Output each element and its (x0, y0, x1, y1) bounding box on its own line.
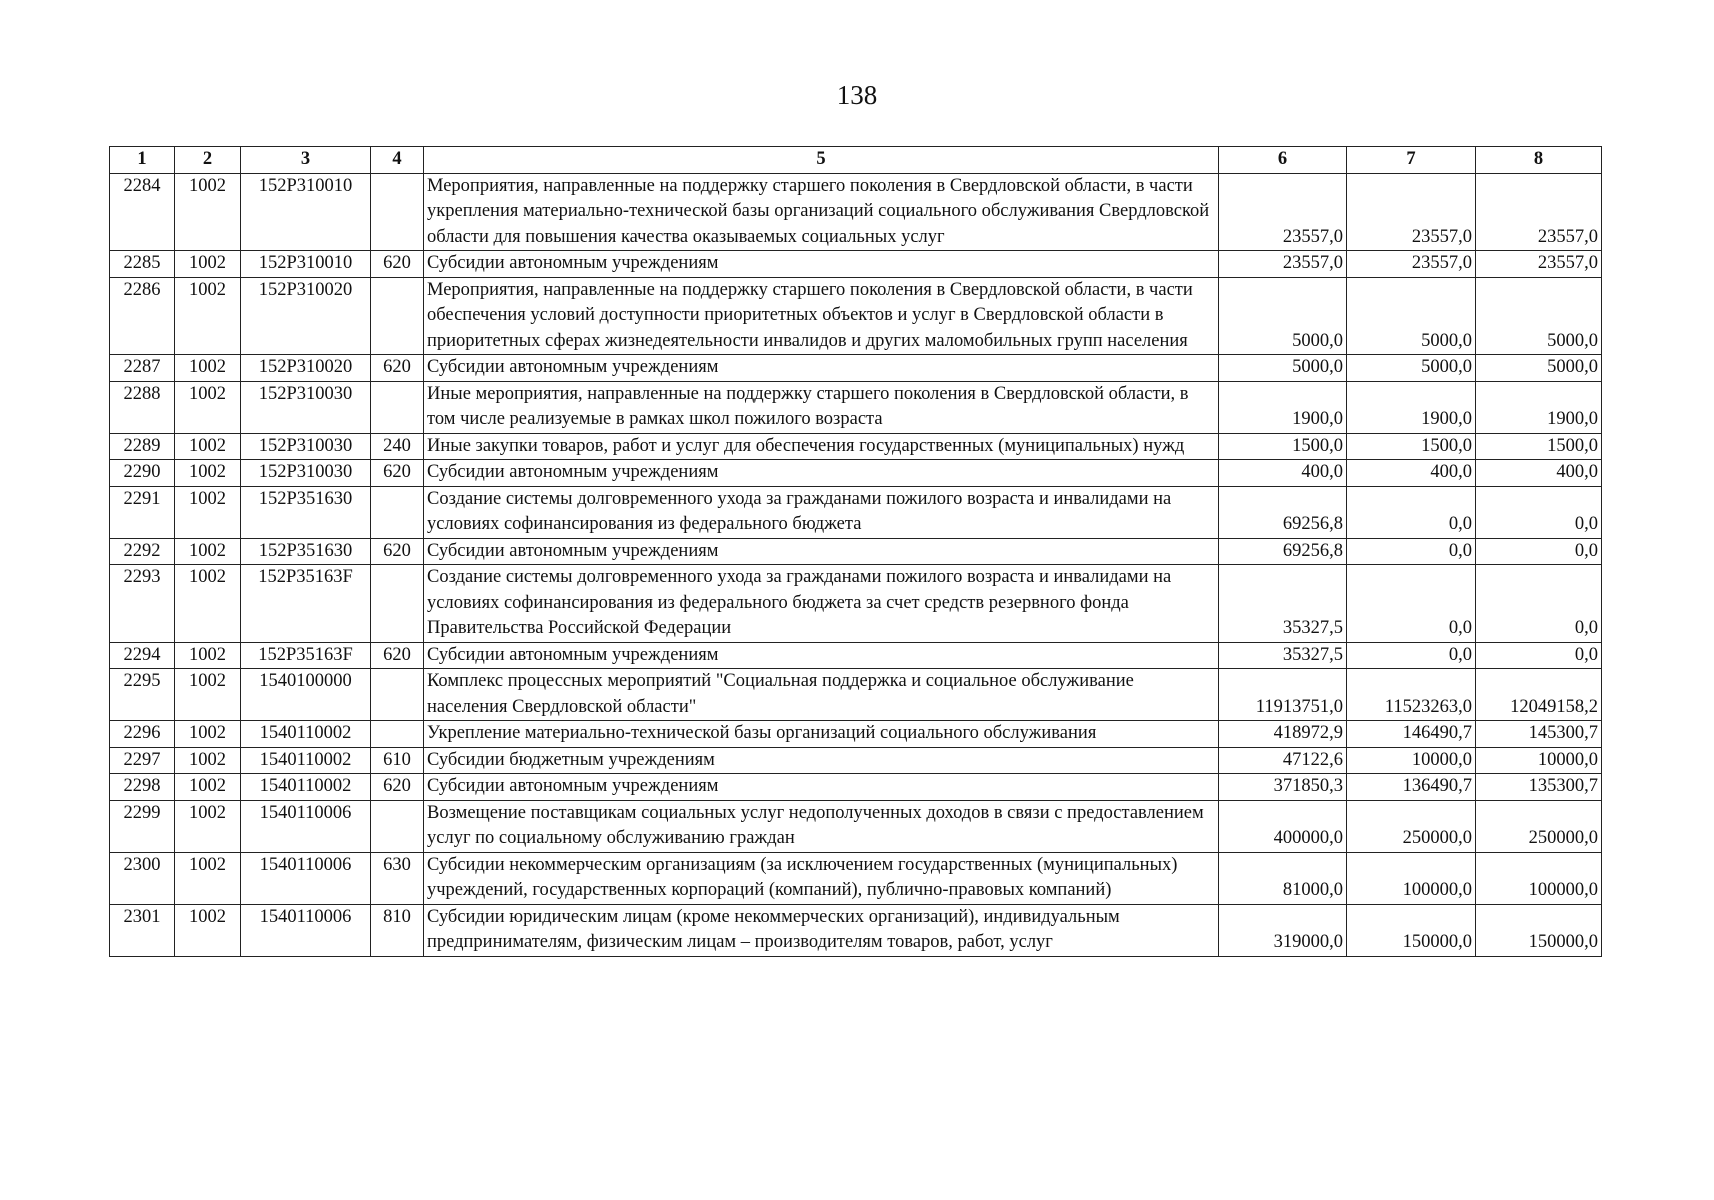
row-number: 2297 (110, 747, 175, 774)
row-number: 2293 (110, 565, 175, 643)
row-number: 2295 (110, 669, 175, 721)
target-code: 152P310030 (241, 433, 371, 460)
column-header-7: 7 (1347, 147, 1476, 174)
amount-col-8: 0,0 (1476, 486, 1602, 538)
row-description: Укрепление материально-технической базы организаций социального обслуживания (424, 721, 1219, 748)
row-description: Возмещение поставщикам социальных услуг недополученных доходов в связи с предоставлением услуг по социальному обслуживанию граждан (424, 800, 1219, 852)
row-description: Субсидии бюджетным учреждениям (424, 747, 1219, 774)
section-code: 1002 (175, 852, 241, 904)
row-description: Субсидии автономным учреждениям (424, 538, 1219, 565)
target-code: 1540110006 (241, 852, 371, 904)
expense-type (371, 486, 424, 538)
section-code: 1002 (175, 774, 241, 801)
amount-col-6: 23557,0 (1219, 251, 1347, 278)
target-code: 152P310030 (241, 460, 371, 487)
table-row (110, 381, 1602, 433)
section-code: 1002 (175, 747, 241, 774)
amount-col-8: 0,0 (1476, 642, 1602, 669)
row-description: Субсидии юридическим лицам (кроме некоммерческих организаций), индивидуальным предпринимателям, физическим лицам – производителям товаров, работ, услуг (424, 904, 1219, 956)
section-code: 1002 (175, 642, 241, 669)
row-description: Иные мероприятия, направленные на поддержку старшего поколения в Свердловской области, в том числе реализуемые в рамках школ пожилого возраста (424, 381, 1219, 433)
expense-type: 810 (371, 904, 424, 956)
row-number: 2286 (110, 277, 175, 355)
amount-col-7: 146490,7 (1347, 721, 1476, 748)
amount-col-7: 136490,7 (1347, 774, 1476, 801)
expense-type: 620 (371, 538, 424, 565)
expense-type: 620 (371, 642, 424, 669)
column-header-6: 6 (1219, 147, 1347, 174)
amount-col-6: 69256,8 (1219, 486, 1347, 538)
amount-col-8: 1500,0 (1476, 433, 1602, 460)
table-row (110, 433, 1602, 460)
section-code: 1002 (175, 565, 241, 643)
amount-col-7: 23557,0 (1347, 251, 1476, 278)
column-header-5: 5 (424, 147, 1219, 174)
expense-type (371, 721, 424, 748)
amount-col-8: 23557,0 (1476, 173, 1602, 251)
target-code: 152P35163F (241, 642, 371, 669)
row-number: 2301 (110, 904, 175, 956)
target-code: 152P351630 (241, 486, 371, 538)
expense-type: 620 (371, 251, 424, 278)
amount-col-8: 1900,0 (1476, 381, 1602, 433)
amount-col-8: 0,0 (1476, 538, 1602, 565)
section-code: 1002 (175, 904, 241, 956)
amount-col-8: 12049158,2 (1476, 669, 1602, 721)
target-code: 1540110002 (241, 721, 371, 748)
target-code: 152P310020 (241, 355, 371, 382)
row-description: Создание системы долговременного ухода за гражданами пожилого возраста и инвалидами на условиях софинансирования из федерального бюджета (424, 486, 1219, 538)
amount-col-8: 250000,0 (1476, 800, 1602, 852)
section-code: 1002 (175, 173, 241, 251)
row-number: 2299 (110, 800, 175, 852)
amount-col-8: 10000,0 (1476, 747, 1602, 774)
row-description: Субсидии некоммерческим организациям (за исключением государственных (муниципальных) учреждений, государственных корпораций (компаний), публично-правовых компаний) (424, 852, 1219, 904)
amount-col-6: 5000,0 (1219, 277, 1347, 355)
amount-col-7: 250000,0 (1347, 800, 1476, 852)
target-code: 152P351630 (241, 538, 371, 565)
column-header-4: 4 (371, 147, 424, 174)
amount-col-6: 23557,0 (1219, 173, 1347, 251)
row-description: Субсидии автономным учреждениям (424, 774, 1219, 801)
page-number: 138 (836, 80, 878, 110)
row-number: 2290 (110, 460, 175, 487)
table-row (110, 251, 1602, 278)
table-row (110, 486, 1602, 538)
row-number: 2298 (110, 774, 175, 801)
row-description: Субсидии автономным учреждениям (424, 355, 1219, 382)
target-code: 1540100000 (241, 669, 371, 721)
target-code: 152P310020 (241, 277, 371, 355)
column-header-8: 8 (1476, 147, 1602, 174)
row-number: 2284 (110, 173, 175, 251)
column-header-2: 2 (175, 147, 241, 174)
amount-col-6: 371850,3 (1219, 774, 1347, 801)
row-description: Создание системы долговременного ухода за гражданами пожилого возраста и инвалидами на условиях софинансирования из федерального бюджета за счет средств резервного фонда Правительства Российской Федерации (424, 565, 1219, 643)
expense-type: 610 (371, 747, 424, 774)
expense-type (371, 800, 424, 852)
row-description: Субсидии автономным учреждениям (424, 642, 1219, 669)
amount-col-8: 23557,0 (1476, 251, 1602, 278)
budget-table (109, 146, 1602, 957)
target-code: 152P35163F (241, 565, 371, 643)
table-row (110, 800, 1602, 852)
target-code: 1540110002 (241, 747, 371, 774)
amount-col-6: 69256,8 (1219, 538, 1347, 565)
target-code: 1540110006 (241, 904, 371, 956)
table-row (110, 852, 1602, 904)
header-row (110, 147, 1602, 174)
section-code: 1002 (175, 277, 241, 355)
amount-col-8: 5000,0 (1476, 355, 1602, 382)
amount-col-8: 5000,0 (1476, 277, 1602, 355)
section-code: 1002 (175, 721, 241, 748)
amount-col-7: 5000,0 (1347, 277, 1476, 355)
amount-col-6: 5000,0 (1219, 355, 1347, 382)
table-row (110, 173, 1602, 251)
amount-col-7: 10000,0 (1347, 747, 1476, 774)
table-row (110, 747, 1602, 774)
row-number: 2300 (110, 852, 175, 904)
amount-col-7: 150000,0 (1347, 904, 1476, 956)
amount-col-7: 1500,0 (1347, 433, 1476, 460)
section-code: 1002 (175, 251, 241, 278)
amount-col-6: 319000,0 (1219, 904, 1347, 956)
table-row (110, 642, 1602, 669)
amount-col-7: 1900,0 (1347, 381, 1476, 433)
row-number: 2294 (110, 642, 175, 669)
expense-type (371, 669, 424, 721)
row-description: Мероприятия, направленные на поддержку старшего поколения в Свердловской области, в части укрепления материально-технической базы организаций социального обслуживания Свердловской области для повышения качества оказываемых социальных услуг (424, 173, 1219, 251)
amount-col-7: 100000,0 (1347, 852, 1476, 904)
amount-col-7: 5000,0 (1347, 355, 1476, 382)
section-code: 1002 (175, 538, 241, 565)
column-header-1: 1 (110, 147, 175, 174)
amount-col-8: 400,0 (1476, 460, 1602, 487)
amount-col-6: 35327,5 (1219, 642, 1347, 669)
amount-col-6: 1900,0 (1219, 381, 1347, 433)
section-code: 1002 (175, 460, 241, 487)
row-number: 2287 (110, 355, 175, 382)
amount-col-6: 11913751,0 (1219, 669, 1347, 721)
row-description: Субсидии автономным учреждениям (424, 251, 1219, 278)
table-row (110, 721, 1602, 748)
row-number: 2292 (110, 538, 175, 565)
table-row (110, 565, 1602, 643)
expense-type (371, 381, 424, 433)
amount-col-6: 47122,6 (1219, 747, 1347, 774)
expense-type: 620 (371, 355, 424, 382)
expense-type: 240 (371, 433, 424, 460)
amount-col-7: 23557,0 (1347, 173, 1476, 251)
section-code: 1002 (175, 381, 241, 433)
amount-col-7: 0,0 (1347, 486, 1476, 538)
table-body (110, 173, 1602, 956)
row-description: Субсидии автономным учреждениям (424, 460, 1219, 487)
table-row (110, 904, 1602, 956)
amount-col-7: 400,0 (1347, 460, 1476, 487)
target-code: 152P310030 (241, 381, 371, 433)
amount-col-6: 400,0 (1219, 460, 1347, 487)
amount-col-8: 150000,0 (1476, 904, 1602, 956)
row-number: 2289 (110, 433, 175, 460)
amount-col-7: 0,0 (1347, 538, 1476, 565)
amount-col-7: 11523263,0 (1347, 669, 1476, 721)
row-description: Иные закупки товаров, работ и услуг для обеспечения государственных (муниципальных) нужд (424, 433, 1219, 460)
amount-col-8: 0,0 (1476, 565, 1602, 643)
table-row (110, 669, 1602, 721)
target-code: 1540110006 (241, 800, 371, 852)
amount-col-7: 0,0 (1347, 565, 1476, 643)
table-row (110, 460, 1602, 487)
row-description: Комплекс процессных мероприятий "Социальная поддержка и социальное обслуживание населения Свердловской области" (424, 669, 1219, 721)
expense-type: 620 (371, 460, 424, 487)
target-code: 152P310010 (241, 251, 371, 278)
table-row (110, 538, 1602, 565)
row-description: Мероприятия, направленные на поддержку старшего поколения в Свердловской области, в части обеспечения условий доступности приоритетных объектов и услуг в Свердловской области в приоритетных сферах жизнедеятельности инвалидов и других маломобильных групп населения (424, 277, 1219, 355)
expense-type (371, 277, 424, 355)
target-code: 152P310010 (241, 173, 371, 251)
expense-type: 630 (371, 852, 424, 904)
amount-col-8: 135300,7 (1476, 774, 1602, 801)
target-code: 1540110002 (241, 774, 371, 801)
amount-col-6: 81000,0 (1219, 852, 1347, 904)
row-number: 2291 (110, 486, 175, 538)
row-number: 2285 (110, 251, 175, 278)
table-row (110, 277, 1602, 355)
section-code: 1002 (175, 486, 241, 538)
expense-type: 620 (371, 774, 424, 801)
column-header-3: 3 (241, 147, 371, 174)
expense-type (371, 173, 424, 251)
amount-col-6: 418972,9 (1219, 721, 1347, 748)
section-code: 1002 (175, 669, 241, 721)
amount-col-7: 0,0 (1347, 642, 1476, 669)
amount-col-8: 145300,7 (1476, 721, 1602, 748)
section-code: 1002 (175, 355, 241, 382)
amount-col-6: 35327,5 (1219, 565, 1347, 643)
table-row (110, 355, 1602, 382)
row-number: 2296 (110, 721, 175, 748)
amount-col-6: 400000,0 (1219, 800, 1347, 852)
table-row (110, 774, 1602, 801)
section-code: 1002 (175, 800, 241, 852)
row-number: 2288 (110, 381, 175, 433)
section-code: 1002 (175, 433, 241, 460)
amount-col-6: 1500,0 (1219, 433, 1347, 460)
amount-col-8: 100000,0 (1476, 852, 1602, 904)
expense-type (371, 565, 424, 643)
